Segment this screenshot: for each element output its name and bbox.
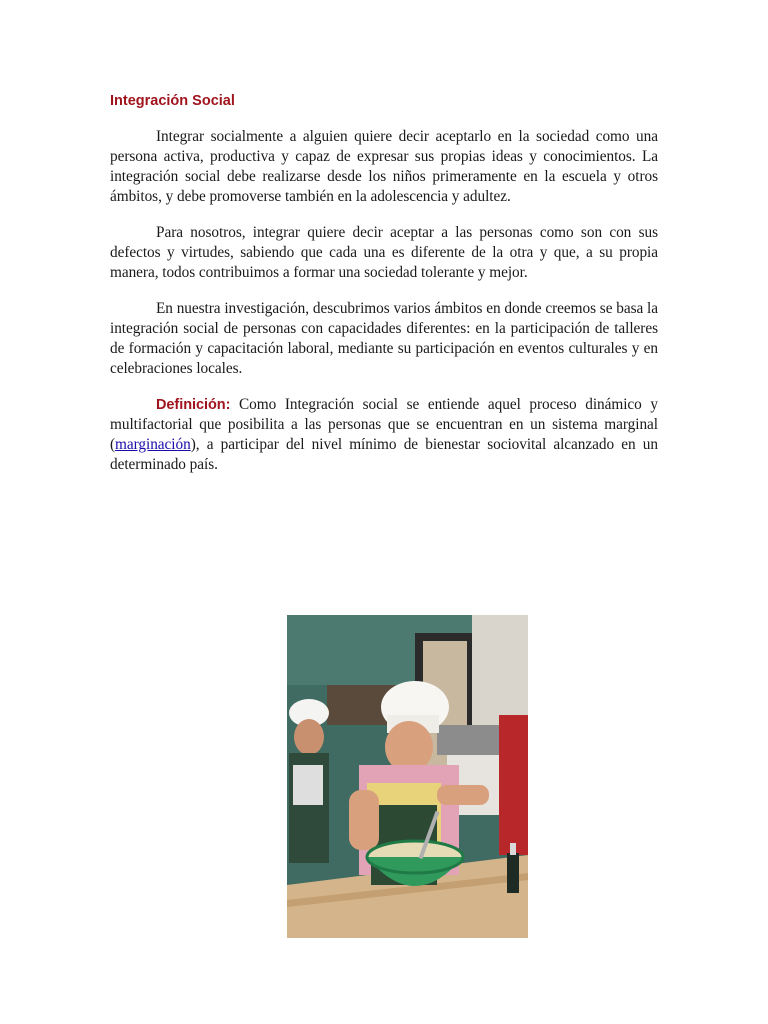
definition-term: Definición: bbox=[156, 397, 231, 413]
cooking-photo bbox=[287, 615, 528, 938]
definition-paragraph bbox=[110, 395, 658, 475]
marginacion-link[interactable]: marginación bbox=[115, 436, 191, 453]
definition-text-after: ), a participar del nivel mínimo de bienestar sociovital alcanzado en un determinado país. bbox=[110, 436, 658, 473]
definition-text-before: Como Integración social se entiende aquel proceso dinámico y multifactorial que posibilita a las personas que se encuentran en un sistema marginal ( bbox=[110, 396, 658, 453]
paragraph-2: Para nosotros, integrar quiere decir aceptar a las personas como son con sus defectos y virtudes, sabiendo que cada una es diferente de la otra y que, a su propia manera, todos contribuimos a formar una sociedad tolerante y mejor. bbox=[110, 224, 658, 281]
page-title: Integración Social bbox=[110, 93, 235, 109]
paragraph-1: Integrar socialmente a alguien quiere decir aceptarlo en la sociedad como una persona activa, productiva y capaz de expresar sus propias ideas y conocimientos. La integración social debe realizarse desde los niños primeramente en la escuela y otros ámbitos, y debe promoverse también en la adolescencia y adultez. bbox=[110, 128, 658, 205]
paragraph-3: En nuestra investigación, descubrimos varios ámbitos en donde creemos se basa la integración social de personas con capacidades diferentes: en la participación de talleres de formación y capacitación laboral, mediante su participación en eventos culturales y en celebraciones locales. bbox=[110, 300, 658, 377]
document-body bbox=[110, 92, 658, 491]
